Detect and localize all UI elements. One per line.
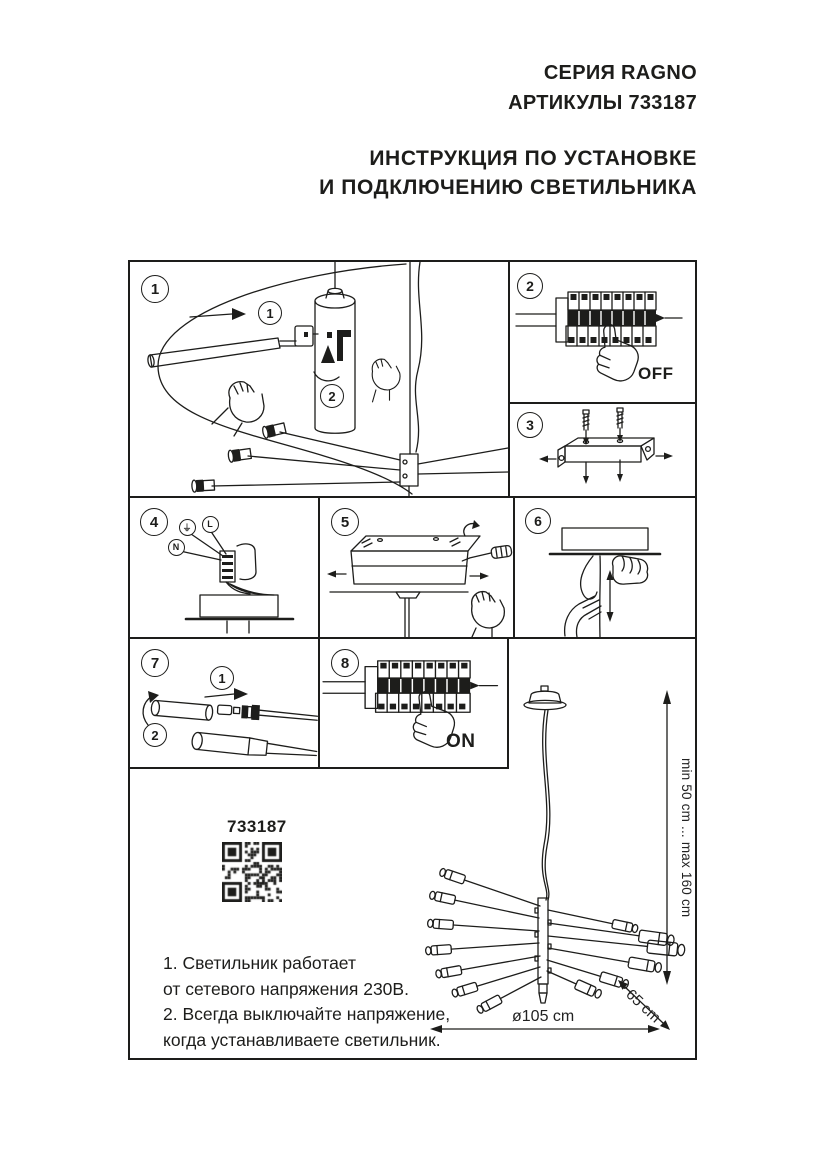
articles-title: АРТИКУЛЫ 733187 [508,92,697,114]
step-4-panel [128,496,318,637]
step-number-badge: 7 [141,649,169,677]
step-7-panel [128,637,318,767]
step-number-badge: 2 [517,273,543,299]
step-number-badge: 1 [141,275,169,303]
step-number-badge: 6 [525,508,551,534]
qr-code [222,842,282,902]
depth-dimension-label: 65 cm [622,986,664,1027]
step-2-panel [508,260,697,402]
breaker-off-label: OFF [638,364,674,383]
height-dimension-label: min 50 cm ... max 160 cm [679,758,694,918]
header-instruction-title [319,144,697,202]
step1-illustration [128,260,508,496]
substep-1-badge: 1 [210,666,234,690]
diameter-dimension-label: ø105 cm [512,1008,575,1025]
instruction-title-line1: ИНСТРУКЦИЯ ПО УСТАНОВКЕ [369,147,697,170]
step-6-panel [513,496,697,637]
note-line: когда устанавливаете светильник. [163,1029,441,1050]
step-number-badge: 3 [517,412,543,438]
step-1-panel [128,260,508,496]
earth-wire-badge: ⏚ [179,519,196,536]
breaker-on-label: ON [446,731,476,752]
step-number-badge: 8 [331,649,359,677]
step-number-badge: 5 [331,508,359,536]
note-line: 2. Всегда выключайте напряжение, [163,1004,451,1024]
line-wire-badge: L [202,516,219,533]
step-number-badge: 4 [140,508,168,536]
note-line: от сетевого напряжения 230В. [163,978,409,999]
step-5-panel [318,496,513,637]
series-title: СЕРИЯ RAGNO [543,62,697,84]
footer-article-number: 733187 [227,817,287,836]
step-3-panel [508,402,697,496]
substep-2-badge: 2 [320,384,344,408]
substep-1-badge: 1 [258,301,282,325]
neutral-wire-badge: N [168,539,185,556]
header-series [508,58,697,118]
substep-2-badge: 2 [143,723,167,747]
note-line: 1. Светильник работает [163,953,356,973]
instruction-title-line2: И ПОДКЛЮЧЕНИЮ СВЕТИЛЬНИКА [319,176,697,199]
